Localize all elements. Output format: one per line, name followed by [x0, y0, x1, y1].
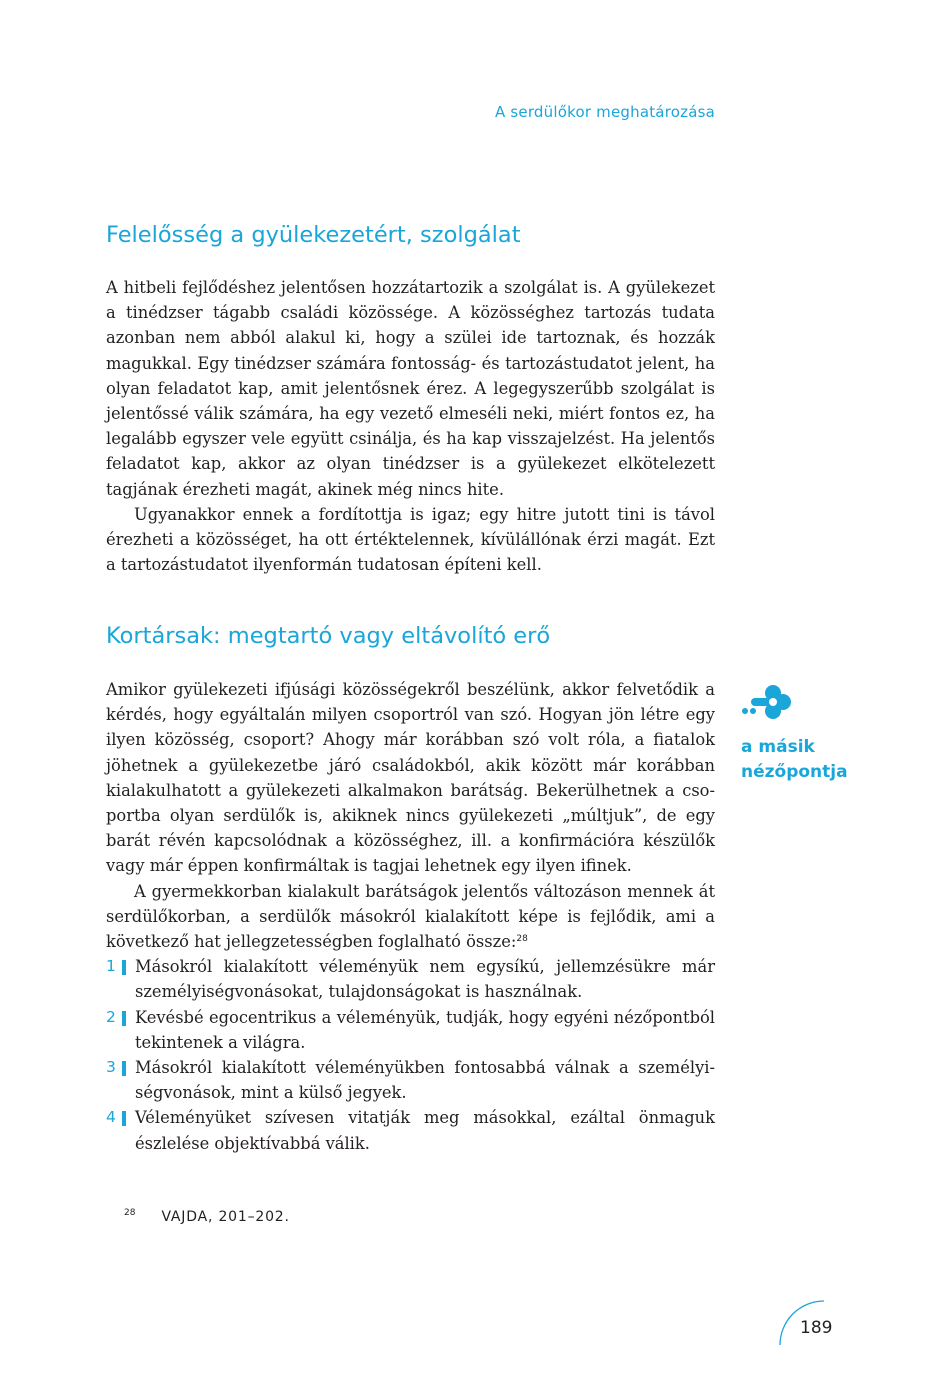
characteristics-list	[106, 954, 715, 1156]
list-marker-bar	[122, 1061, 126, 1076]
sidebar-label	[741, 735, 881, 785]
list-item-text: Kevésbé egocentrikus a véleményük, tudják, hogy egyéni nézőpontból tekintenek a világra.	[135, 1007, 715, 1052]
list-marker-bar	[122, 1011, 126, 1026]
running-head: A serdülőkor meghatározása	[494, 103, 715, 121]
list-item	[106, 1055, 715, 1105]
footnote-reference[interactable]: 28	[516, 934, 528, 945]
list-marker-bar	[122, 1111, 126, 1126]
list-number: 3	[106, 1058, 116, 1077]
list-item	[106, 1105, 715, 1155]
paragraph: Ugyanakkor ennek a fordítottja is igaz; egy hitre jutott tini is távol érezheti a közösséget, ha ott értéktelennek, kívülállónak érzi magát. Ezt a tartozástudatot ilyenformán tudatosan építeni kell.	[106, 504, 715, 575]
list-item-text: Másokról kialakított véleményük nem egysíkú, jellemzésükre már személyiségvonásokat, tulajdonságokat is használnak.	[135, 957, 715, 1002]
page-number: 189	[800, 1318, 833, 1338]
sidebar-note	[741, 683, 881, 785]
list-number: 1	[106, 957, 116, 976]
list-item-text: Véleményüket szívesen vitatják meg másokkal, ezáltal önmaguk észlelése objektívabbá válik.	[135, 1108, 715, 1153]
sidebar-label-line: nézőpontja	[741, 762, 848, 782]
section-heading-responsibility: Felelősség a gyülekezetért, szolgálat	[106, 222, 521, 248]
page-number-block	[776, 1298, 836, 1348]
key-icon	[741, 683, 793, 721]
list-item	[106, 954, 715, 1004]
list-item-text: Másokról kialakított véleményükben fontosabbá válnak a személyiségvonások, mint a külső jegyek.	[135, 1058, 715, 1103]
list-number: 4	[106, 1108, 116, 1127]
list-number: 2	[106, 1007, 116, 1026]
section-body-responsibility	[106, 275, 715, 577]
section-body-peers	[106, 677, 715, 1156]
footnote-number: 28	[124, 1208, 136, 1218]
sidebar-label-line: a másik	[741, 737, 815, 757]
paragraph-text: A gyermekkorban kialakult barátságok jelentős változáson mennek át serdülőkorban, a serdülők másokról kialakított képe is fejlődik, ami a következő hat jellegzetességben foglalható össze:	[106, 881, 715, 952]
footnote-text: VAJDA, 201–202.	[161, 1209, 290, 1225]
footnote	[124, 1208, 290, 1225]
list-marker-bar	[122, 960, 126, 975]
section-heading-peers: Kortársak: megtartó vagy eltávolító erő	[106, 623, 551, 649]
paragraph: Amikor gyülekezeti ifjúsági közösségekről beszélünk, akkor felvetődik a kérdés, hogy egyáltalán milyen csoportról van szó. Hogyan jön létre egy ilyen közösség, csoport? Ahogy már korábban szó volt róla, a fiatalok jöhetnek a gyülekezetbe járó családokból, akik között már korábban kialakulhatott a gyülekezeti alkalmakon barátság. Bekerülhetnek a csoportba olyan serdülők is, akiknek nincs gyülekezeti „múltjuk”, de egy barát révén kapcsolódnak a közösséghez, ill. a konfirmációra készülők vagy már éppen konfirmáltak is tagjai lehetnek egy ilyen ifinek.	[106, 680, 715, 876]
list-item	[106, 1005, 715, 1055]
paragraph: A hitbeli fejlődéshez jelentősen hozzátartozik a szolgálat is. A gyülekezet a tinédzser tágabb családi közössége. A közösséghez tartozás tudata azonban nem abból alakul ki, hogy a szülei ide tartoznak, és hozzák magukkal. Egy tinédzser számára fontosság- és tartozástudatot jelent, ha olyan feladatot kap, amit jelentősnek érez. A legegyszerűbb szolgálat is jelentőssé válik számára, ha egy vezető elmeséli neki, miért fontos ez, ha legalább egyszer vele együtt csinálja, és ha kap visszajelzést. Ha jelentős feladatot kap, akkor az olyan tinédzser is a gyülekezet elkötelezett tagjának érezheti magát, akinek még nincs hite.	[106, 278, 715, 499]
paragraph	[106, 879, 715, 955]
